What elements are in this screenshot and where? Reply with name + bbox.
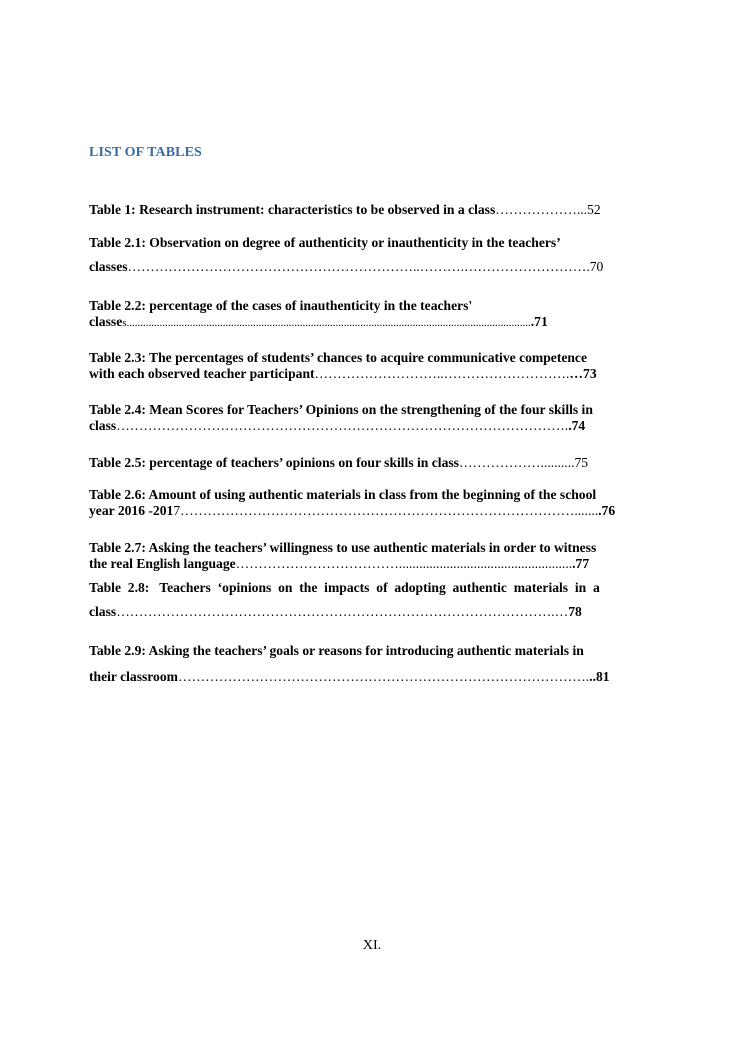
toc-entry-title-cont: class (89, 418, 117, 433)
toc-entry-title: Table 1: Research instrument: characteristics to be observed in a class (89, 202, 496, 217)
toc-entry-title: Table 2.9: Asking the teachers’ goals or reasons for introducing authentic materials in (89, 643, 584, 658)
toc-entry-leader: ………………………………................................................... (235, 556, 573, 571)
toc-entry-title-cont: with each observed teacher participant (89, 366, 315, 381)
toc-entry-title-cont: classe (89, 314, 123, 329)
toc-entry-page: ..81 (589, 669, 610, 684)
toc-entry-title: Table 2.6: Amount of using authentic materials in class from the beginning of the school (89, 487, 597, 502)
toc-entry-table-2-1 (89, 235, 657, 275)
list-of-tables-heading: LIST OF TABLES (89, 145, 202, 160)
toc-entry-page: …73 (569, 366, 597, 381)
toc-entry-table-2-9 (89, 643, 657, 685)
toc-entry-line-2 (89, 503, 657, 519)
toc-entry-leader: ………………………………………………………..……….……………………… (127, 259, 587, 274)
toc-entry-title-cont: their classroom (89, 669, 178, 684)
toc-entry-line-2 (89, 418, 657, 434)
toc-entry-title: Table 2.1: Observation on degree of authenticity or inauthenticity in the teachers’ (89, 235, 561, 250)
toc-entry-table-2-4 (89, 402, 657, 434)
toc-entry-title: Table 2.5: percentage of teachers’ opinions on four skills in class (89, 455, 459, 470)
toc-entry-title-cont: class (89, 604, 117, 619)
toc-entry-table-2-8 (89, 580, 657, 620)
toc-entry-title: Table 2.8: Teachers ‘opinions on the impacts of adopting authentic materials in a (89, 580, 600, 595)
toc-entry-title-cont: the real English language (89, 556, 236, 571)
toc-entry-page: .74 (568, 418, 586, 433)
toc-entry-page: .52 (583, 202, 601, 217)
toc-entry-title-cont: year 2016 -201 (89, 503, 174, 518)
toc-entry-line-2 (89, 604, 657, 620)
toc-entry-table-2-7 (89, 540, 657, 572)
toc-entry-title: Table 2.3: The percentages of students’ chances to acquire communicative competence (89, 350, 588, 365)
toc-entry-leader: ………………......... (458, 455, 572, 470)
toc-entry-page: .75 (571, 455, 589, 470)
toc-entry-line-2 (89, 669, 657, 685)
toc-entry-table-1 (89, 202, 657, 218)
toc-entry-leader: ………………………………………………………………………………………. (116, 418, 569, 433)
toc-entry-page: .76 (598, 503, 616, 518)
toc-entry-title: Table 2.7: Asking the teachers’ willingness to use authentic materials in order to witness (89, 540, 597, 555)
toc-entry-line-2 (89, 259, 657, 275)
toc-entry-line-2 (89, 314, 657, 330)
toc-entry-line-2 (89, 556, 657, 572)
toc-entry-title: Table 2.2: percentage of the cases of inauthenticity in the teachers' (89, 298, 473, 313)
toc-entry-table-2-2 (89, 298, 657, 330)
page-number: XI. (362, 938, 382, 953)
toc-entry-line-2 (89, 366, 657, 382)
toc-entry-leader: ……………….. (495, 202, 584, 217)
toc-entry-leader: ………………………………………………………………………………. (177, 669, 590, 684)
toc-entry-leader: 7……………………………………………………………………………....... (173, 503, 599, 518)
toc-entry-table-2-5 (89, 455, 657, 471)
toc-entry-page: .70 (586, 259, 604, 274)
toc-entry-leader: …………………………………………………………………………………….… (116, 604, 569, 619)
toc-entry-leader: s................................................................................................................................................... (122, 317, 531, 329)
toc-entry-table-2-3 (89, 350, 657, 382)
toc-entry-page: .71 (530, 314, 548, 329)
toc-entry-title-cont: classes (89, 259, 128, 274)
toc-entry-title: Table 2.4: Mean Scores for Teachers’ Opinions on the strengthening of the four skills in (89, 402, 593, 417)
toc-entry-page: .77 (572, 556, 590, 571)
toc-entry-page: 78 (568, 604, 582, 619)
toc-entry-table-2-6 (89, 487, 657, 519)
toc-entry-leader: ………………………..………………………. (314, 366, 570, 381)
